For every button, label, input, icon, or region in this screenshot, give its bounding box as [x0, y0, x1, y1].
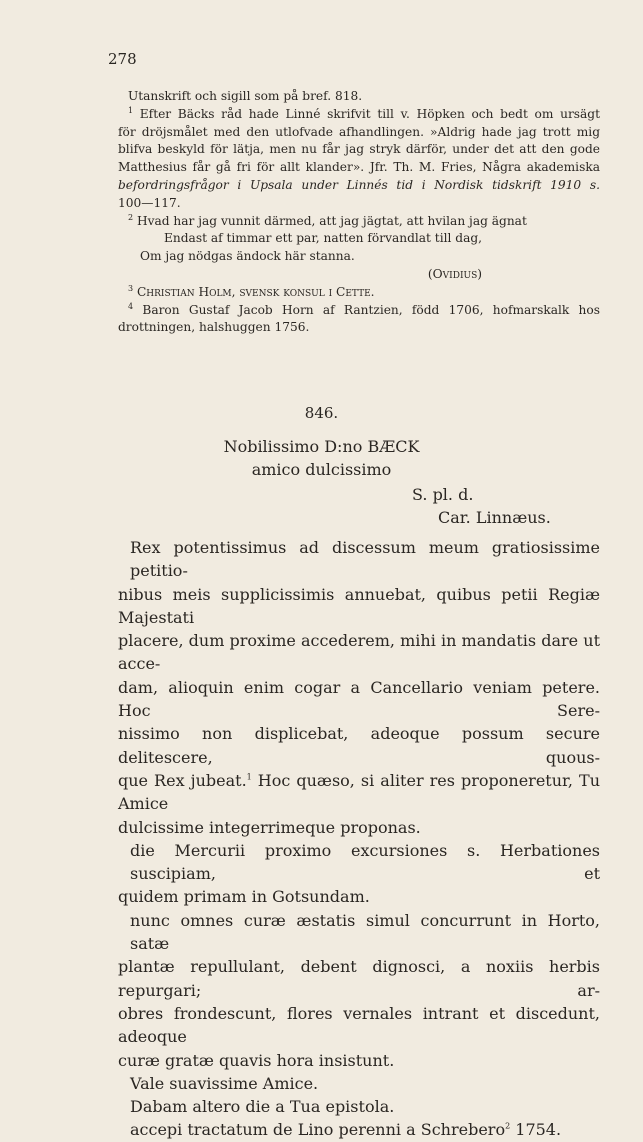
body-line: quidem primam in Gotsundam.	[118, 887, 370, 907]
footnote-4-line-2: drottningen, halshuggen 1756.	[118, 320, 310, 335]
body-line: accepi tractatum de Lino perenni a Schrebero$^2$ 1754.	[130, 1120, 562, 1140]
footnote-1-line-4: Matthesius får gå fri för allt klander». Jfr. Th. M. Fries, Några akademiska	[118, 160, 600, 175]
body-line: obres frondescunt, flores vernales intrant et discedunt, adeoque	[118, 1003, 600, 1047]
source-note: Utanskrift och sigill som på bref. 818.	[128, 89, 363, 103]
footnote-3: $^3$ Christian Holm, svensk konsul i Cette.	[128, 283, 375, 299]
footnote-1-line-3: blifva beskyld för lätja, men nu får jag stryk därför, under det att den gode	[118, 142, 600, 157]
footnote-2-line-1: $^2$ Hvad har jag vunnit därmed, att jag jägtat, att hvilan jag ägnat	[128, 212, 527, 228]
body-line: die Mercurii proximo excursiones s. Herbationes suscipiam, et	[130, 840, 600, 884]
body-line: que Rex jubeat.$^1$ Hoc quæso, si aliter res proponeretur, Tu Amice	[118, 770, 601, 814]
footnote-2-line-3: Om jag nödgas ändock här stanna.	[140, 249, 355, 264]
letter-address-line-2: amico dulcissimo	[251, 460, 392, 479]
body-line: Dabam altero die a Tua epistola.	[130, 1097, 395, 1117]
body-line: dulcissime integerrimeque proponas.	[118, 817, 421, 837]
letter-number: 846.	[304, 404, 339, 422]
footnote-2-attribution: (Ovidius)	[427, 266, 482, 281]
body-line: nunc omnes curæ æstatis simul concurrunt in Horto, satæ	[130, 910, 600, 954]
footnote-1-line-5: befordringsfrågor i Upsala under Linnés tid i Nordisk tidskrift 1910 s.	[118, 177, 600, 192]
body-line: nissimo non displicebat, adeoque possum secure delitescere, quous-	[118, 724, 600, 767]
footnote-4-line-1: $^4$ Baron Gustaf Jacob Horn af Rantzien, född 1706, hofmarskalk hos	[128, 301, 600, 317]
body-line: Vale suavissime Amice.	[130, 1073, 319, 1093]
footnote-1-line-6: 100—117.	[118, 195, 181, 210]
page-number: 278	[108, 50, 137, 68]
footnotes-section	[118, 88, 600, 337]
body-line: nibus meis supplicissimis annuebat, quibus petii Regiæ Majestati	[118, 584, 600, 627]
letter-address-line-1: Nobilissimo D:no BÆCK	[223, 437, 420, 456]
letter-body	[118, 536, 600, 1142]
body-line: Rex potentissimus ad discessum meum gratiosissime petitio-	[130, 538, 600, 581]
body-line: curæ gratæ quavis hora insistunt.	[118, 1050, 395, 1070]
footnote-1-line-2: för dröjsmålet med den utlofvade afhandlingen. »Aldrig hade jag trott mig	[118, 124, 600, 139]
body-line: placere, dum proxime accederem, mihi in mandatis dare ut acce-	[118, 631, 600, 674]
letter-salutation: S. pl. d.	[412, 485, 474, 504]
footnote-1-line-1: $^1$ Efter Bäcks råd hade Linné skrifvit till v. Höpken och bedt om ursägt	[128, 105, 601, 121]
letter-signature: Car. Linnæus.	[438, 508, 551, 527]
body-line: plantæ repullulant, debent dignosci, a noxiis herbis repurgari; ar-	[118, 957, 600, 1000]
body-line: dam, alioquin enim cogar a Cancellario veniam petere. Hoc Sere-	[118, 677, 600, 721]
footnote-2-line-2: Endast af timmar ett par, natten förvandlat till dag,	[164, 231, 483, 246]
